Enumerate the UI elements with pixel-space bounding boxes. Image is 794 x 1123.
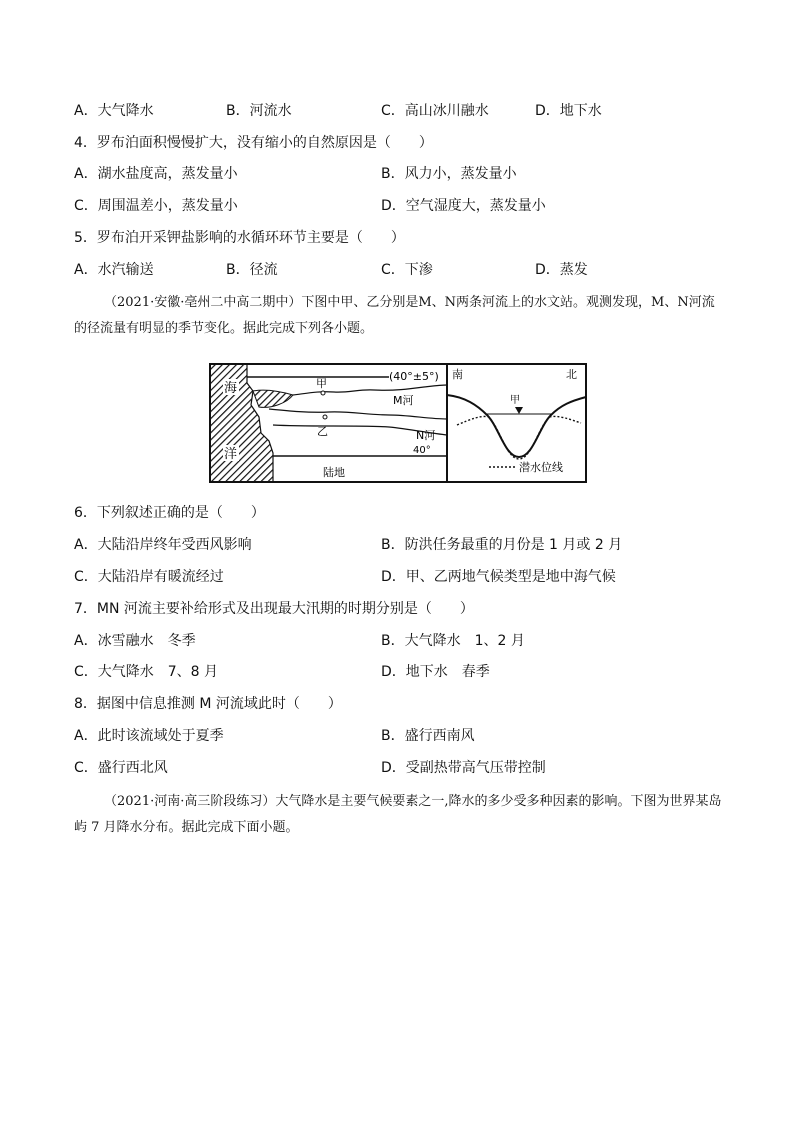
q6-stem: 6．下列叙述正确的是（ ） — [74, 505, 265, 521]
sea-area — [210, 364, 273, 482]
land-label: 陆地 — [323, 466, 345, 479]
q3-option-b: B．河流水 — [226, 103, 292, 119]
q6-option-c: C．大陆沿岸有暖流经过 — [74, 569, 224, 585]
q4-stem: 4．罗布泊面积慢慢扩大，没有缩小的自然原因是（ ） — [74, 135, 433, 151]
q7-option-b: B．大气降水 1、2 月 — [381, 633, 525, 649]
right-panel-frame — [447, 364, 586, 482]
q6-option-d: D．甲、乙两地气候类型是地中海气候 — [381, 569, 616, 585]
yi-label: 乙 — [317, 425, 328, 438]
q7-stem: 7．MN 河流主要补给形式及出现最大汛期的时期分别是（ ） — [74, 601, 474, 617]
q6-option-a: A．大陆沿岸终年受西风影响 — [74, 537, 252, 553]
intro-paragraph-1: （2021·安徽·亳州二中高二期中）下图中甲、乙分别是M、N两条河流上的水文站。观测发现，M、N河流的径流量有明显的季节变化。据此完成下列各小题。 — [74, 295, 715, 336]
jia-station — [321, 391, 325, 395]
river-map-figure — [209, 363, 587, 488]
n-river-label: N河 — [416, 429, 436, 442]
intro-paragraph-2: （2021·河南·高三阶段练习）大气降水是主要气候要素之一,降水的多少受多种因素的影响。下图为世界某岛屿 7 月降水分布。据此完成下面小题。 — [74, 794, 722, 835]
legend-label: 潜水位线 — [519, 461, 563, 474]
q5-option-a: A．水汽输送 — [74, 262, 154, 278]
q3-option-d: D．地下水 — [535, 103, 602, 119]
q5-option-d: D．蒸发 — [535, 262, 588, 278]
q8-stem: 8．据图中信息推测 M 河流域此时（ ） — [74, 696, 342, 712]
q8-option-c: C．盛行西北风 — [74, 760, 168, 776]
m-river-south-bank — [269, 409, 447, 419]
south-label: 南 — [452, 368, 463, 381]
q7-option-a: A．冰雪融水 冬季 — [74, 633, 196, 649]
q3-option-a: A．大气降水 — [74, 103, 154, 119]
q8-option-d: D．受副热带高气压带控制 — [381, 760, 546, 776]
q6-option-b: B．防洪任务最重的月份是 1 月或 2 月 — [381, 537, 623, 553]
m-river-label: M河 — [393, 394, 414, 407]
q5-stem: 5．罗布泊开采钾盐影响的水循环环节主要是（ ） — [74, 230, 405, 246]
latitude-range-label: (40°±5°) — [389, 370, 439, 383]
jia-label: 甲 — [316, 377, 327, 390]
q4-option-b: B．风力小，蒸发量小 — [381, 166, 517, 182]
q4-option-c: C．周围温差小，蒸发量小 — [74, 198, 238, 214]
q7-option-c: C．大气降水 7、8 月 — [74, 664, 219, 680]
north-label: 北 — [566, 368, 577, 381]
water-level-marker — [515, 407, 523, 414]
yi-station — [323, 415, 327, 419]
q8-option-a: A．此时该流域处于夏季 — [74, 728, 224, 744]
river-map-svg — [209, 363, 587, 484]
q5-option-b: B．径流 — [226, 262, 278, 278]
q7-option-d: D．地下水 春季 — [381, 664, 490, 680]
sea-label-top: 海 — [224, 381, 238, 396]
estuary-area — [253, 390, 293, 407]
q3-option-c: C．高山冰川融水 — [381, 103, 489, 119]
q8-option-b: B．盛行西南风 — [381, 728, 475, 744]
latitude-40-label: 40° — [413, 445, 431, 456]
q5-option-c: C．下渗 — [381, 262, 433, 278]
q4-option-d: D．空气湿度大，蒸发量小 — [381, 198, 546, 214]
q4-option-a: A．湖水盐度高，蒸发量小 — [74, 166, 238, 182]
water-table-line — [457, 416, 581, 459]
sea-label-bottom: 洋 — [224, 447, 238, 462]
jia-right-label: 甲 — [510, 395, 520, 406]
